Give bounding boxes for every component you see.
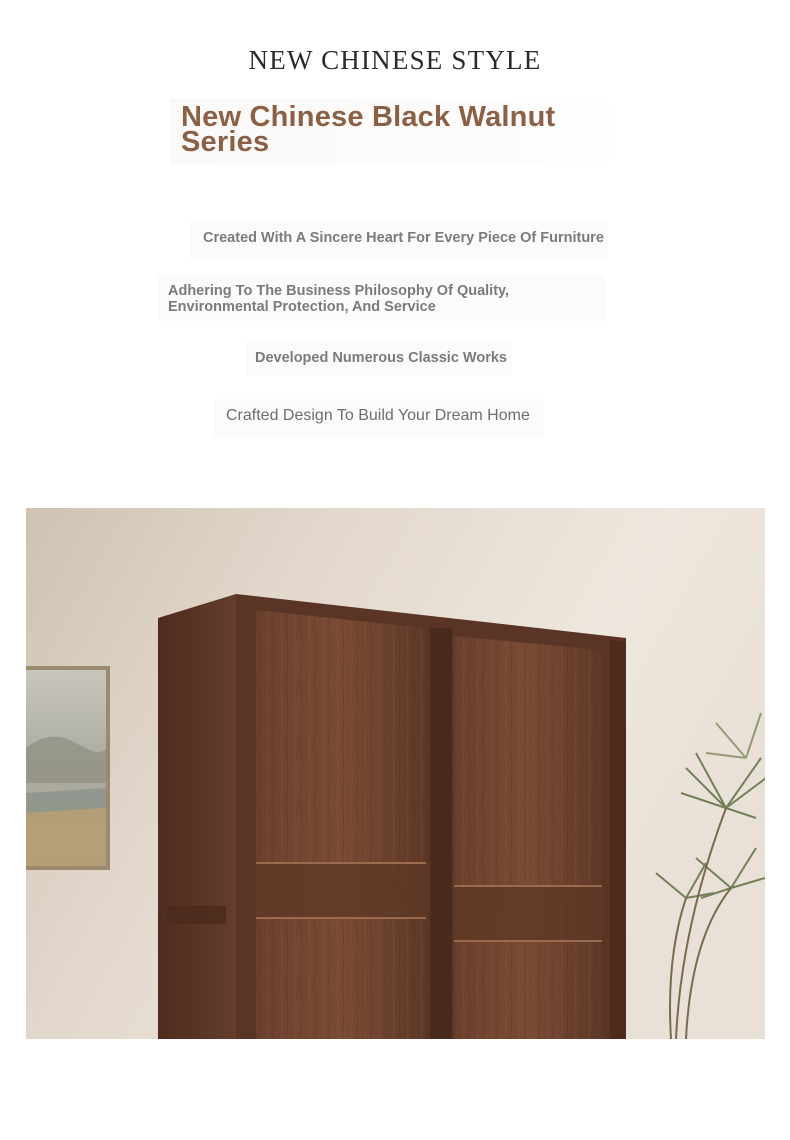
tagline-business-philosophy: Adhering To The Business Philosophy Of Quality, Environmental Protection, And Service — [168, 283, 510, 315]
tagline-classic-works: Developed Numerous Classic Works — [255, 350, 507, 366]
tagline-dream-home: Crafted Design To Build Your Dream Home — [226, 407, 530, 424]
series-title: New Chinese Black Walnut Series — [181, 101, 556, 158]
style-title: NEW CHINESE STYLE — [248, 45, 542, 75]
wardrobe-product-photo — [26, 508, 765, 1039]
tagline-sincere-heart: Created With A Sincere Heart For Every Piece Of Furniture — [203, 230, 604, 246]
